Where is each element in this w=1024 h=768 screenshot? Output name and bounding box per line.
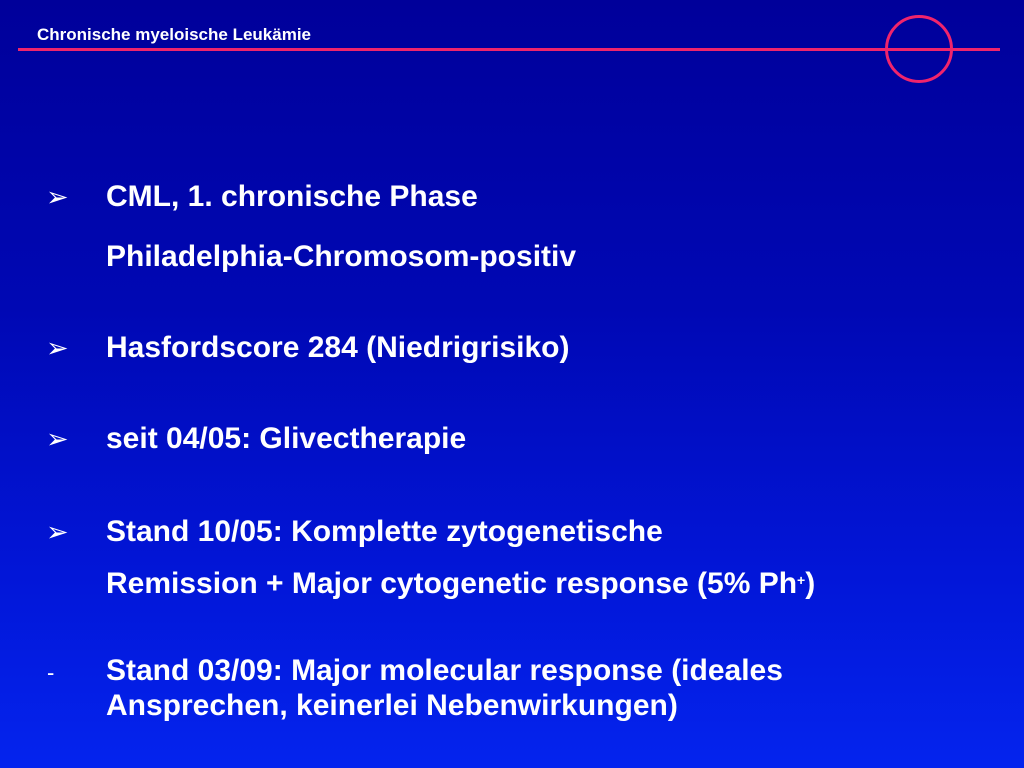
bullet-text-line: seit 04/05: Glivectherapie — [106, 422, 467, 455]
bullet-text-line: CML, 1. chronische Phase — [106, 180, 478, 213]
bullet-text-suffix: ) — [805, 567, 816, 600]
bullet-text-line: Stand 03/09: Major molecular response (ideales — [106, 654, 783, 687]
bullet-text-line: Stand 10/05: Komplette zytogenetische — [106, 515, 663, 548]
dash-bullet-icon: - — [47, 660, 55, 685]
header-divider-line — [18, 48, 1000, 51]
arrowhead-bullet-icon: ➢ — [46, 517, 69, 547]
arrowhead-bullet-icon: ➢ — [46, 424, 69, 454]
bullet-text-main: Remission + Major cytogenetic response (5% Ph — [106, 567, 798, 600]
bullet-text-line: Philadelphia-Chromosom-positiv — [106, 240, 577, 273]
superscript-plus: + — [797, 572, 806, 588]
arrowhead-bullet-icon: ➢ — [46, 333, 69, 363]
slide-title: Chronische myeloische Leukämie — [37, 25, 311, 44]
arrowhead-bullet-icon: ➢ — [46, 182, 69, 212]
bullet-text-line-with-superscript — [106, 569, 815, 599]
header-circle-icon — [885, 15, 953, 83]
bullet-text-line: Hasfordscore 284 (Niedrigrisiko) — [106, 331, 570, 364]
bullet-text-line: Ansprechen, keinerlei Nebenwirkungen) — [106, 689, 678, 722]
